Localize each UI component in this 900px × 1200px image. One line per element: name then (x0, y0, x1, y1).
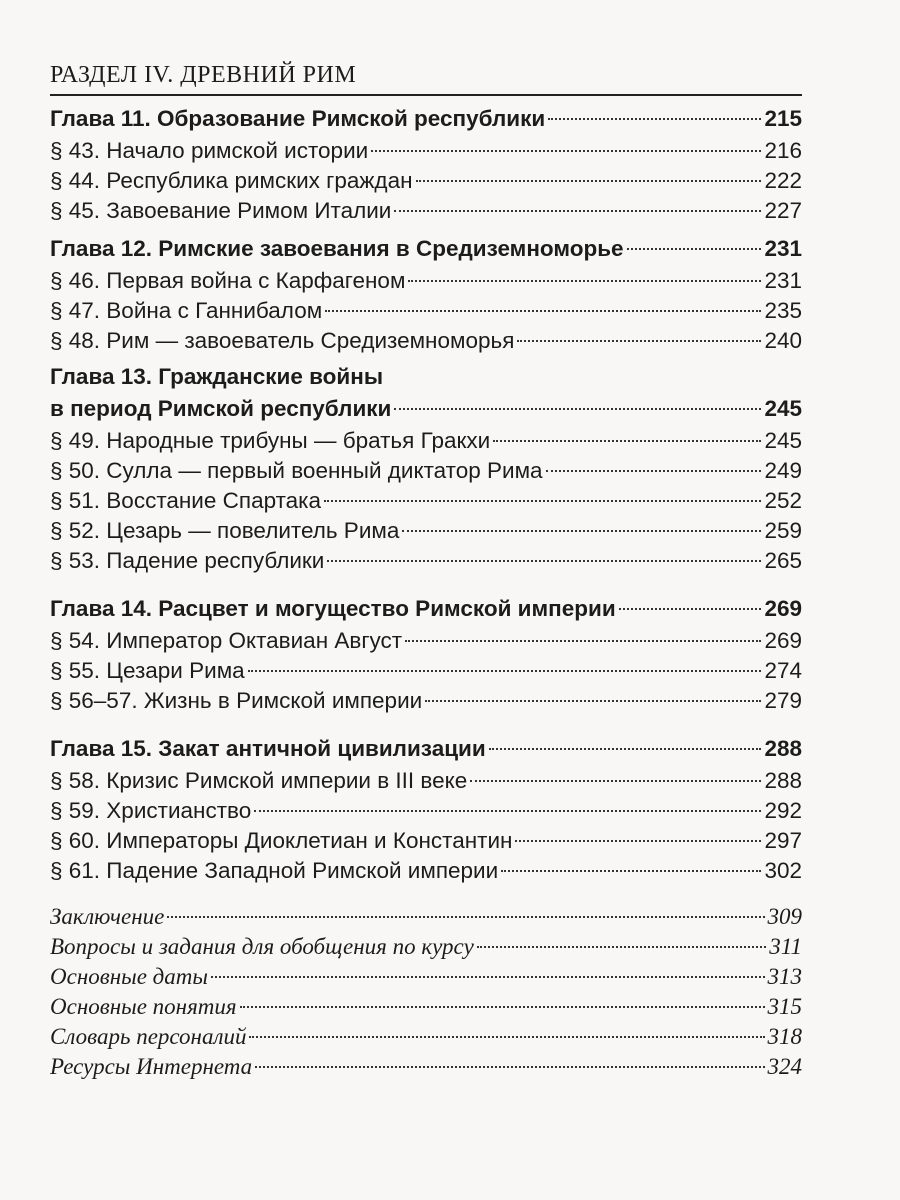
section-divider (50, 94, 802, 96)
back-matter-page: 309 (767, 904, 802, 929)
dot-leader (477, 946, 766, 948)
toc-paragraph (50, 326, 802, 356)
paragraph-page: 297 (764, 828, 802, 853)
paragraph-page: 265 (764, 548, 802, 573)
back-matter-page: 311 (769, 934, 802, 959)
paragraph-title: § 58. Кризис Римской империи в III веке (50, 768, 468, 793)
paragraph-title: § 59. Христианство (50, 798, 252, 823)
toc-paragraph (50, 486, 802, 516)
dot-leader (489, 748, 762, 750)
back-matter-title: Словарь персоналий (50, 1024, 247, 1049)
table-of-contents (50, 58, 802, 1082)
paragraph-title: § 47. Война с Ганнибалом (50, 298, 323, 323)
toc-back-matter (50, 932, 802, 962)
toc-paragraph (50, 626, 802, 656)
back-matter-page: 313 (767, 964, 802, 989)
dot-leader (425, 700, 761, 702)
paragraph-title: § 52. Цезарь — повелитель Рима (50, 518, 400, 543)
toc-paragraph (50, 516, 802, 546)
toc-chapter (50, 102, 802, 136)
dot-leader (548, 118, 761, 120)
toc-paragraph (50, 766, 802, 796)
paragraph-page: 259 (764, 518, 802, 543)
paragraph-title: § 61. Падение Западной Римской империи (50, 858, 499, 883)
section-heading: РАЗДЕЛ IV. ДРЕВНИЙ РИМ (50, 62, 357, 88)
paragraph-title: § 53. Падение республики (50, 548, 325, 573)
paragraph-title: § 54. Император Октавиан Август (50, 628, 403, 653)
paragraph-title: § 48. Рим — завоеватель Средиземноморья (50, 328, 515, 353)
chapter-title: в период Римской республики (50, 396, 392, 421)
chapter-title: Глава 11. Образование Римской республики (50, 106, 546, 131)
dot-leader (515, 840, 761, 842)
toc-paragraph (50, 166, 802, 196)
paragraph-page: 279 (764, 688, 802, 713)
paragraph-page: 292 (764, 798, 802, 823)
paragraph-title: § 55. Цезари Рима (50, 658, 245, 683)
dot-leader (493, 440, 761, 442)
dot-leader (371, 150, 761, 152)
back-matter-page: 318 (767, 1024, 802, 1049)
paragraph-title: § 50. Сулла — первый военный диктатор Рима (50, 458, 543, 483)
dot-leader (405, 640, 761, 642)
toc-paragraph (50, 196, 802, 226)
toc-chapter (50, 732, 802, 766)
paragraph-title: § 49. Народные трибуны — братья Гракхи (50, 428, 491, 453)
dot-leader (517, 340, 761, 342)
chapter-title: Глава 14. Расцвет и могущество Римской империи (50, 596, 616, 621)
back-matter-page: 324 (767, 1054, 802, 1079)
dot-leader (470, 780, 761, 782)
chapter-page: 245 (764, 396, 802, 421)
paragraph-page: 274 (764, 658, 802, 683)
paragraph-title: § 45. Завоевание Римом Италии (50, 198, 392, 223)
toc-paragraph (50, 136, 802, 166)
dot-leader (324, 500, 761, 502)
toc-paragraph (50, 546, 802, 576)
dot-leader (255, 1066, 764, 1068)
paragraph-page: 216 (764, 138, 802, 163)
paragraph-title: § 51. Восстание Спартака (50, 488, 322, 513)
toc-back-matter (50, 962, 802, 992)
paragraph-title: § 43. Начало римской истории (50, 138, 369, 163)
paragraph-page: 249 (764, 458, 802, 483)
dot-leader (167, 916, 764, 918)
chapter-page: 215 (764, 106, 802, 131)
dot-leader (501, 870, 761, 872)
dot-leader (416, 180, 762, 182)
dot-leader (408, 280, 761, 282)
dot-leader (249, 1036, 764, 1038)
back-matter-title: Основные понятия (50, 994, 237, 1019)
toc-chapter (50, 392, 802, 426)
toc-chapter (50, 592, 802, 626)
toc-back-matter (50, 902, 802, 932)
chapter-page: 269 (764, 596, 802, 621)
dot-leader (325, 310, 761, 312)
paragraph-page: 252 (764, 488, 802, 513)
dot-leader (546, 470, 762, 472)
dot-leader (394, 408, 761, 410)
toc-paragraph (50, 856, 802, 886)
toc-paragraph (50, 296, 802, 326)
toc-paragraph (50, 826, 802, 856)
paragraph-page: 235 (764, 298, 802, 323)
chapter-title: Глава 12. Римские завоевания в Средиземноморье (50, 236, 624, 261)
chapter-title-line: Глава 13. Гражданские войны (50, 364, 384, 389)
paragraph-title: § 46. Первая война с Карфагеном (50, 268, 406, 293)
back-matter-title: Заключение (50, 904, 165, 929)
paragraph-title: § 60. Императоры Диоклетиан и Константин (50, 828, 513, 853)
back-matter-title: Ресурсы Интернета (50, 1054, 253, 1079)
dot-leader (327, 560, 761, 562)
toc-paragraph (50, 426, 802, 456)
chapter-title: Глава 15. Закат античной цивилизации (50, 736, 486, 761)
dot-leader (619, 608, 762, 610)
paragraph-page: 240 (764, 328, 802, 353)
dot-leader (248, 670, 762, 672)
paragraph-page: 245 (764, 428, 802, 453)
toc-paragraph (50, 686, 802, 716)
paragraph-title: § 44. Республика римских граждан (50, 168, 413, 193)
chapter-page: 288 (764, 736, 802, 761)
toc-paragraph (50, 456, 802, 486)
paragraph-page: 288 (764, 768, 802, 793)
toc-back-matter (50, 992, 802, 1022)
dot-leader (240, 1006, 765, 1008)
toc-paragraph (50, 266, 802, 296)
paragraph-page: 269 (764, 628, 802, 653)
paragraph-page: 222 (764, 168, 802, 193)
paragraph-page: 227 (764, 198, 802, 223)
dot-leader (627, 248, 762, 250)
dot-leader (402, 530, 761, 532)
dot-leader (254, 810, 761, 812)
toc-paragraph (50, 796, 802, 826)
back-matter-page: 315 (767, 994, 802, 1019)
dot-leader (211, 976, 765, 978)
toc-back-matter (50, 1022, 802, 1052)
paragraph-title: § 56–57. Жизнь в Римской империи (50, 688, 423, 713)
paragraph-page: 231 (764, 268, 802, 293)
back-matter-title: Вопросы и задания для обобщения по курсу (50, 934, 474, 959)
dot-leader (394, 210, 761, 212)
toc-chapter (50, 232, 802, 266)
toc-back-matter (50, 1052, 802, 1082)
toc-paragraph (50, 656, 802, 686)
paragraph-page: 302 (764, 858, 802, 883)
back-matter-title: Основные даты (50, 964, 208, 989)
chapter-page: 231 (764, 236, 802, 261)
